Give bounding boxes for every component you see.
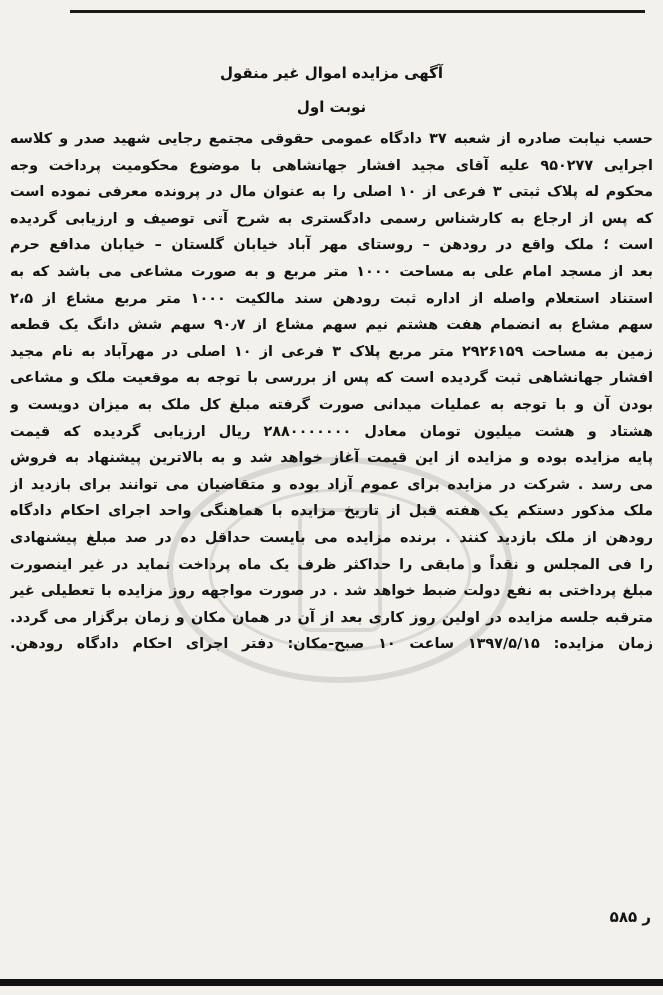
notice-line: اجرایی ۹۵۰۲۷۷ علیه آقای مجید افشار جهانشاهی با موضوع محکومیت پرداخت وجه bbox=[10, 157, 653, 174]
notice-line: مترقبه جلسه مزایده در اولین روز کاری بعد از آن در همان مکان و زمان برگزار می گردد. bbox=[10, 609, 653, 626]
notice-line: محکوم له پلاک ثبتی ۳ فرعی از ۱۰ اصلی را به عنوان مال در پرونده معرفی نموده است bbox=[10, 184, 653, 201]
notice-line: را فی المجلس و نقداً و مابقی را حداکثر ظرف یک ماه پرداخت نماید در غیر اینصورت bbox=[10, 556, 653, 573]
top-rule bbox=[70, 10, 645, 13]
notice-line: زمان مزایده: ۱۳۹۷/۵/۱۵ ساعت ۱۰ صبح-مکان: دفتر اجرای احکام دادگاه رودهن. bbox=[10, 636, 653, 653]
notice-subtitle: نوبت اول bbox=[296, 98, 367, 116]
notice-line: مبلغ پرداختی به نفع دولت ضبط خواهد شد . در صورت مواجهه روز مزایده با تعطیلی غیر bbox=[10, 583, 653, 600]
notice-line: بودن آن و با توجه به عملیات میدانی صورت گرفته مبلغ کل ملک به میزان دویست و bbox=[10, 396, 653, 413]
notice-line: است ؛ ملک واقع در رودهن – روستای مهر آباد خیابان گلستان – خیابان مدافع حرم bbox=[10, 237, 653, 254]
notice-line: سهم مشاع به انضمام هفت هشتم نیم سهم مشاع از ۹۰٫۷ سهم شش دانگ یک قطعه bbox=[10, 317, 653, 334]
notice-line: استناد استعلام واصله از اداره ثبت رودهن سند مالکیت ۱۰۰۰ متر مربع مشاع از ۲،۵ bbox=[10, 290, 653, 307]
notice-line: بعد از مسجد امام علی به مساحت ۱۰۰۰ متر مربع و به صورت مشاعی می باشد که به bbox=[10, 263, 653, 280]
notice-line: حسب نیابت صادره از شعبه ۳۷ دادگاه عمومی حقوقی مجتمع رجایی شهید صدر و کلاسه bbox=[10, 131, 653, 147]
notice-code: ر ۵۸۵ bbox=[609, 908, 651, 926]
notice-line: ملک مذکور دستکم یک هفته قبل از تاریخ مزایده با هماهنگی واحد اجرای احکام دادگاه bbox=[10, 503, 653, 520]
notice-line: می رسد . شرکت در مزایده برای عموم آزاد بوده و متقاضیان می توانند برای بازدید از bbox=[10, 476, 653, 493]
notice-title: آگهی مزایده اموال غیر منقول bbox=[219, 64, 444, 82]
notice-line: زمین به مساحت ۲۹۲۶۱۵۹ متر مربع پلاک ۳ فرعی از ۱۰ اصلی در مهرآباد به نام مجید bbox=[10, 343, 653, 360]
bottom-rule bbox=[0, 979, 663, 986]
notice-line: پایه مزایده بوده و مزایده از این قیمت آغاز خواهد شد و به بالاترین پیشنهاد به فروش bbox=[10, 450, 653, 467]
notice-line: که پس از ارجاع به کارشناس رسمی دادگستری به شرح آتی توصیف و ارزیابی گردیده bbox=[10, 210, 653, 227]
notice-line: رودهن از ملک بازدید کنند . برنده مزایده می بایست حداقل ده در صد مبلغ پیشنهادی bbox=[10, 529, 653, 546]
notice-line: هشتاد و هشت میلیون تومان معادل ۲۸۸۰۰۰۰۰۰۰ ریال ارزیابی گردیده که قیمت bbox=[10, 423, 653, 440]
notice-line: افشار جهانشاهی ثبت گردیده است که پس از بررسی با توجه به موقعیت ملک و مشاعی bbox=[10, 370, 653, 387]
notice-body bbox=[10, 126, 653, 658]
